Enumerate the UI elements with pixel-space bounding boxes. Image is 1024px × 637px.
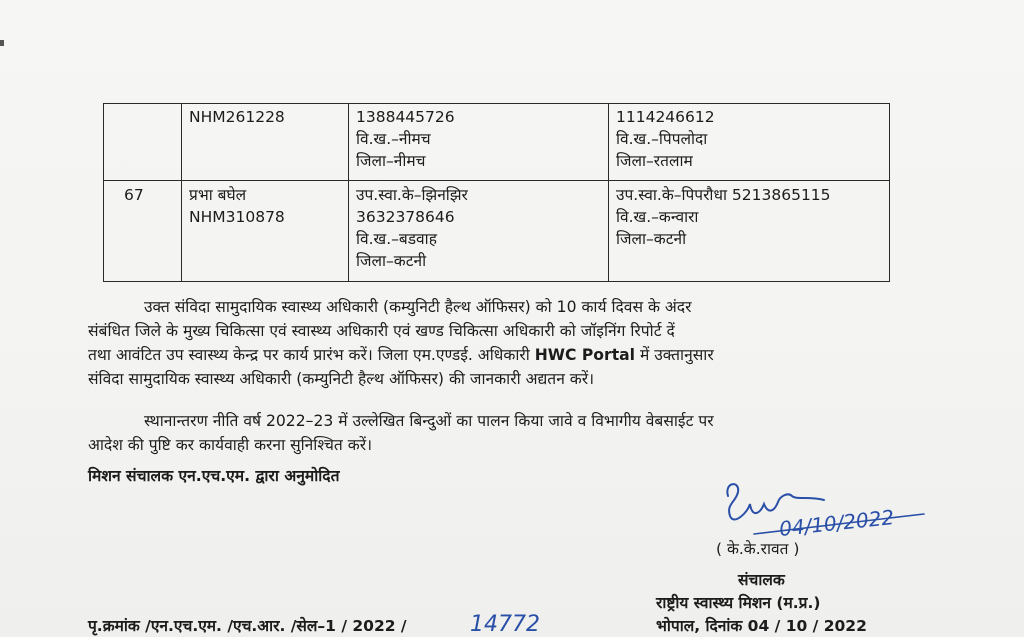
- name-cell: [182, 104, 349, 181]
- paragraph-line: उक्त संविदा सामुदायिक स्वास्थ्य अधिकारी (कम्युनिटी हैल्थ ऑफिसर) को 10 कार्य दिवस के अंदर: [144, 298, 692, 316]
- paragraph-line: स्थानान्तरण नीति वर्ष 2022–23 में उल्लेखित बिन्दुओं का पालन किया जावे व विभागीय वेबसाईट पर: [144, 412, 714, 430]
- from-code: 3632378646: [356, 208, 455, 226]
- to-block: वि.ख.–कन्वारा: [616, 208, 699, 226]
- to-code: 1114246612: [616, 108, 715, 126]
- to-location-cell: [609, 104, 890, 181]
- paragraph-text: तथा आवंटित उप स्वास्थ्य केन्द्र पर कार्य प्रारंभ करें। जिला एम.एण्डई. अधिकारी: [88, 346, 535, 364]
- paragraph-line: आदेश की पुष्टि कर कार्यवाही करना सुनिश्चित करें।: [88, 436, 372, 454]
- dispatch-number: 14772: [470, 612, 540, 637]
- employee-id: NHM261228: [189, 108, 285, 126]
- name-cell: [182, 181, 349, 282]
- to-district: जिला–कटनी: [616, 230, 687, 248]
- signature-date: 04/10/2022: [778, 505, 896, 541]
- table-row: [104, 181, 890, 282]
- instruction-paragraph: [88, 295, 910, 391]
- from-location-cell: [349, 104, 609, 181]
- approval-note: मिशन संचालक एन.एच.एम. द्वारा अनुमोदित: [88, 467, 340, 485]
- to-block: वि.ख.–पिपलोदा: [616, 130, 708, 148]
- edge-mark: [0, 40, 4, 46]
- signatory-name: ( के.के.रावत ): [716, 540, 800, 558]
- from-center: उप.स्वा.के–झिनझिर: [356, 186, 468, 204]
- from-location-cell: [349, 181, 609, 282]
- serial-cell: 67: [104, 181, 182, 282]
- paragraph-line: संविदा सामुदायिक स्वास्थ्य अधिकारी (कम्युनिटी हैल्थ ऑफिसर) की जानकारी अद्यतन करें।: [88, 370, 595, 388]
- from-block: वि.ख.–नीमच: [356, 130, 431, 148]
- place-and-date: भोपाल, दिनांक 04 / 10 / 2022: [656, 617, 867, 635]
- to-center: उप.स्वा.के–पिपरौधा 5213865115: [616, 186, 831, 204]
- table-row: [104, 104, 890, 181]
- from-code: 1388445726: [356, 108, 455, 126]
- transfer-table: [103, 103, 890, 282]
- to-district: जिला–रतलाम: [616, 152, 693, 170]
- from-block: वि.ख.–बडवाह: [356, 230, 437, 248]
- paragraph-line: संबंधित जिले के मुख्य चिकित्सा एवं स्वास्थ्य अधिकारी एवं खण्ड चिकित्सा अधिकारी को जॉइनिंग रिपोर्ट दें: [88, 322, 675, 340]
- serial-cell: [104, 104, 182, 181]
- employee-name: प्रभा बघेल: [189, 186, 247, 204]
- handwritten-number: [468, 610, 568, 637]
- policy-paragraph: [88, 409, 910, 457]
- from-district: जिला–कटनी: [356, 252, 427, 270]
- from-district: जिला–नीमच: [356, 152, 426, 170]
- portal-name: HWC Portal: [534, 346, 636, 364]
- organization-name: राष्ट्रीय स्वास्थ्य मिशन (म.प्र.): [656, 594, 821, 612]
- paragraph-line: [88, 343, 910, 367]
- signatory-designation: संचालक: [738, 571, 785, 589]
- employee-id: NHM310878: [189, 208, 285, 226]
- reference-number: पृ.क्रमांक /एन.एच.एम. /एच.आर. /सेल–1 / 2022 /: [88, 617, 407, 635]
- to-location-cell: [609, 181, 890, 282]
- paragraph-text: में उक्तानुसार: [635, 346, 714, 364]
